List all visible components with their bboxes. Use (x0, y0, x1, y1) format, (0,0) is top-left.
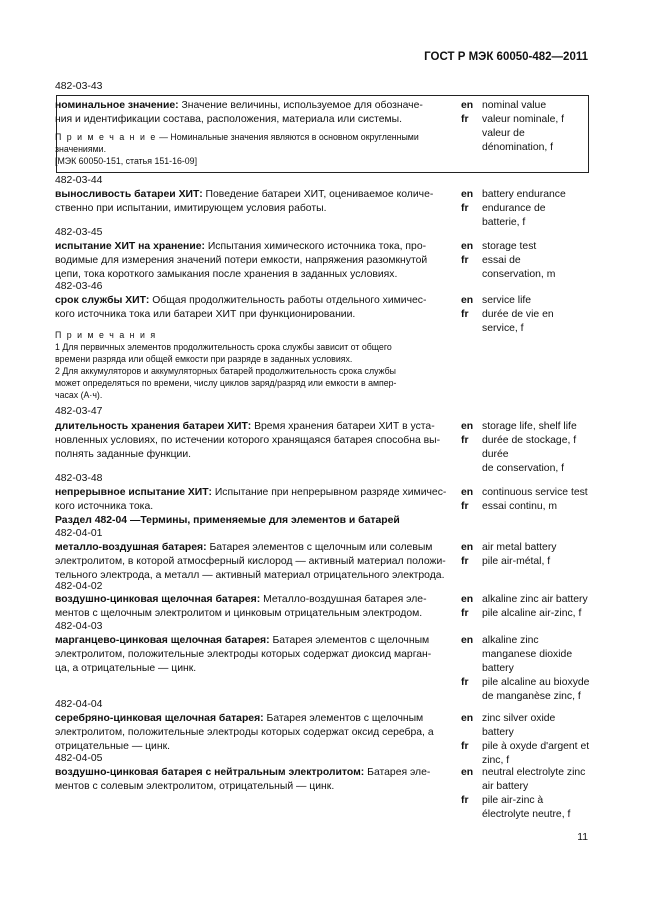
text-line: Батарея эле- (367, 767, 431, 778)
text-line: Батарея элементов с щелочным (272, 635, 430, 646)
text-line: Поведение батареи ХИТ, оцениваемое количе- (205, 189, 434, 200)
text-line: Испытания химического источника тока, про- (207, 241, 427, 252)
translation-line (461, 712, 591, 726)
term-code: 482-03-45 (55, 227, 103, 238)
term-name: длительность хранения батареи ХИТ: (55, 421, 252, 432)
text-line: storage life, shelf life (482, 421, 577, 432)
text-line: essai de (482, 255, 521, 266)
translation-line (461, 634, 591, 648)
translations (461, 99, 591, 155)
translation-line (461, 462, 591, 476)
language-code: en (461, 421, 474, 432)
translations (461, 294, 591, 336)
text-line: ментов с солевым электролитом, отрицательный — цинк. (55, 781, 335, 792)
term-code: 482-04-04 (55, 699, 103, 710)
text-line: цепи, тока короткого замыкания после хранения в заданных условиях. (55, 269, 398, 280)
translations (461, 420, 591, 476)
term-definition (55, 240, 453, 282)
text-line: électrolyte neutre, f (482, 809, 571, 820)
text-line: времени разряда или общей емкости при разряде в заданных условиях. (55, 354, 353, 364)
language-code: fr (461, 677, 469, 688)
text-line: valeur de (482, 128, 525, 139)
text-line: valeur nominale, f (482, 114, 565, 125)
text-line: alkaline zinc air battery (482, 594, 588, 605)
text-line: 2 Для аккумуляторов и аккумуляторных батарей продолжительность срока службы (55, 366, 396, 376)
translation-line (461, 141, 591, 155)
term-definition (55, 420, 453, 462)
translation-line (461, 202, 591, 216)
text-line: neutral electrolyte zinc (482, 767, 586, 778)
text-line: battery endurance (482, 189, 566, 200)
translation-line (461, 308, 591, 322)
translation-line (461, 420, 591, 434)
term-code: 482-04-03 (55, 621, 103, 632)
translations (461, 188, 591, 230)
text-line: service, f (482, 323, 524, 334)
language-code: en (461, 713, 474, 724)
translation-line (461, 780, 591, 794)
text-line: battery (482, 663, 514, 674)
term-definition (55, 712, 453, 754)
text-line: nominal value (482, 100, 547, 111)
translation-line (461, 808, 591, 822)
text-line: pile alcaline au bioxyde (482, 677, 590, 688)
text-line: continuous service test (482, 487, 588, 498)
language-code: fr (461, 309, 469, 320)
text-line: новленных условиях, по истечении которого хранящаяся батарея способна вы- (55, 435, 441, 446)
text-line: pile air-zinc à (482, 795, 544, 806)
text-line: ственно при испытании, имитирующем условия работы. (55, 203, 327, 214)
term-definition (55, 541, 453, 583)
translation-line (461, 648, 591, 662)
text-line: — Номинальные значения являются в основном округленными (159, 132, 419, 142)
language-code: en (461, 594, 474, 605)
page-header: ГОСТ Р МЭК 60050-482—2011 (424, 51, 588, 63)
text-line: П р и м е ч а н и е (55, 132, 157, 142)
translation-line (461, 486, 591, 500)
language-code: fr (461, 203, 469, 214)
term-name: срок службы ХИТ: (55, 295, 150, 306)
text-line: П р и м е ч а н и я (55, 330, 157, 340)
language-code: fr (461, 795, 469, 806)
text-line: essai continu, m (482, 501, 558, 512)
language-code: en (461, 542, 474, 553)
text-line: часах (А·ч). (55, 390, 103, 400)
translation-line (461, 766, 591, 780)
text-line: Общая продолжительность работы отдельного химичес- (152, 295, 427, 306)
term-name: номинальное значение: (55, 100, 179, 111)
text-line: Испытание при непрерывном разряде химичес- (214, 487, 447, 498)
text-line: электролитом, в которой атмосферный кислород — активный материал положи- (55, 556, 446, 567)
text-line: air battery (482, 781, 529, 792)
text-line: manganese dioxide (482, 649, 573, 660)
term-name: выносливость батареи ХИТ: (55, 189, 203, 200)
text-line: ментов с щелочным электролитом и цинковым отрицательным электродом. (55, 608, 423, 619)
text-line: отрицательные — цинк. (55, 741, 171, 752)
translation-line (461, 794, 591, 808)
language-code: fr (461, 114, 469, 125)
text-line: pile à oxyde d'argent et (482, 741, 590, 752)
translation-line (461, 676, 591, 690)
text-line: dénomination, f (482, 142, 554, 153)
language-code: en (461, 487, 474, 498)
term-definition (55, 593, 453, 621)
text-line: durée de vie en (482, 309, 554, 320)
text-line: кого источника тока. (55, 501, 154, 512)
translation-line (461, 448, 591, 462)
text-line: de conservation, f (482, 463, 565, 474)
term-code: 482-03-43 (55, 81, 103, 92)
term-code: 482-03-44 (55, 175, 103, 186)
text-line: 1 Для первичных элементов продолжительность срока службы зависит от общего (55, 342, 392, 352)
text-line: alkaline zinc (482, 635, 539, 646)
language-code: en (461, 100, 474, 111)
translations (461, 634, 591, 704)
text-line: полнять заданные функции. (55, 449, 192, 460)
term-definition (55, 99, 453, 127)
text-line: pile alcaline air-zinc, f (482, 608, 582, 619)
term-name: марганцево-цинковая щелочная батарея: (55, 635, 270, 646)
translation-line (461, 434, 591, 448)
text-line: zinc, f (482, 755, 510, 766)
translation-line (461, 662, 591, 676)
text-line: zinc silver oxide (482, 713, 556, 724)
translation-line (461, 593, 591, 607)
text-line: электролитом, положительные электроды которых содержат оксид серебра, а (55, 727, 434, 738)
text-line: battery (482, 727, 514, 738)
translation-line (461, 113, 591, 127)
language-code: fr (461, 556, 469, 567)
translation-line (461, 740, 591, 754)
text-line: значениями. (55, 144, 107, 154)
text-line: электролитом, положительные электроды которых содержат диоксид марган- (55, 649, 432, 660)
term-name: серебряно-цинковая щелочная батарея: (55, 713, 264, 724)
translation-line (461, 216, 591, 230)
text-line: Время хранения батареи ХИТ в уста- (254, 421, 435, 432)
language-code: fr (461, 741, 469, 752)
text-line: Батарея элементов с щелочным (266, 713, 424, 724)
term-name: воздушно-цинковая батарея с нейтральным электролитом: (55, 767, 365, 778)
language-code: fr (461, 435, 469, 446)
translations (461, 240, 591, 282)
translation-line (461, 607, 591, 621)
term-code: 482-03-47 (55, 406, 103, 417)
language-code: en (461, 295, 474, 306)
translation-line (461, 690, 591, 704)
term-definition (55, 188, 453, 216)
term-name: воздушно-цинковая щелочная батарея: (55, 594, 261, 605)
translation-line (461, 99, 591, 113)
text-line: storage test (482, 241, 537, 252)
translation-line (461, 726, 591, 740)
translation-line (461, 294, 591, 308)
text-line: Значение величины, используемое для обозначе- (181, 100, 423, 111)
language-code: fr (461, 255, 469, 266)
translation-line (461, 500, 591, 514)
text-line: de manganèse zinc, f (482, 691, 581, 702)
text-line: durée (482, 449, 509, 460)
text-line: кого источника тока или батареи ХИТ при функционировании. (55, 309, 356, 320)
text-line: conservation, m (482, 269, 556, 280)
language-code: en (461, 189, 474, 200)
language-code: fr (461, 608, 469, 619)
term-code: 482-03-46 (55, 281, 103, 292)
translation-line (461, 541, 591, 555)
translations (461, 486, 591, 514)
text-line: ца, а отрицательные — цинк. (55, 663, 197, 674)
term-definition (55, 294, 453, 322)
notes (55, 329, 453, 401)
text-line: batterie, f (482, 217, 526, 228)
term-code: 482-04-01 (55, 528, 103, 539)
translation-line (461, 240, 591, 254)
note (55, 131, 453, 167)
translation-line (461, 254, 591, 268)
term-definition (55, 634, 453, 676)
text-line: service life (482, 295, 532, 306)
language-code: fr (461, 501, 469, 512)
term-code: 482-04-05 (55, 753, 103, 764)
translation-line (461, 188, 591, 202)
language-code: en (461, 635, 474, 646)
text-line: pile air-métal, f (482, 556, 551, 567)
text-line: может определяться по времени, числу циклов заряд/разряд или емкости в ампер- (55, 378, 397, 388)
translation-line (461, 322, 591, 336)
text-line: [МЭК 60050-151, статья 151-16-09] (55, 156, 198, 166)
text-line: Батарея элементов с щелочным или солевым (209, 542, 433, 553)
text-line: Металло-воздушная батарея эле- (263, 594, 427, 605)
language-code: en (461, 767, 474, 778)
term-definition (55, 766, 453, 794)
translations (461, 766, 591, 822)
page-number: 11 (577, 832, 588, 843)
text-line: ния и идентификации состава, расположения, материала или системы. (55, 114, 403, 125)
translations (461, 541, 591, 569)
text-line: водимые для измерения значений потери емкости, напряжения разомкнутой (55, 255, 428, 266)
translations (461, 593, 591, 621)
text-line: air metal battery (482, 542, 557, 553)
term-code: 482-04-02 (55, 581, 103, 592)
text-line: durée de stockage, f (482, 435, 577, 446)
text-line: тельного электрода, а металл — активный материал отрицательного электрода. (55, 570, 445, 581)
section-heading: Раздел 482-04 —Термины, применяемые для элементов и батарей (55, 515, 400, 526)
term-definition (55, 486, 453, 514)
term-code: 482-03-48 (55, 473, 103, 484)
translations (461, 712, 591, 768)
language-code: en (461, 241, 474, 252)
term-name: металло-воздушная батарея: (55, 542, 207, 553)
term-name: непрерывное испытание ХИТ: (55, 487, 212, 498)
translation-line (461, 268, 591, 282)
translation-line (461, 555, 591, 569)
translation-line (461, 127, 591, 141)
term-name: испытание ХИТ на хранение: (55, 241, 205, 252)
text-line: endurance de (482, 203, 546, 214)
